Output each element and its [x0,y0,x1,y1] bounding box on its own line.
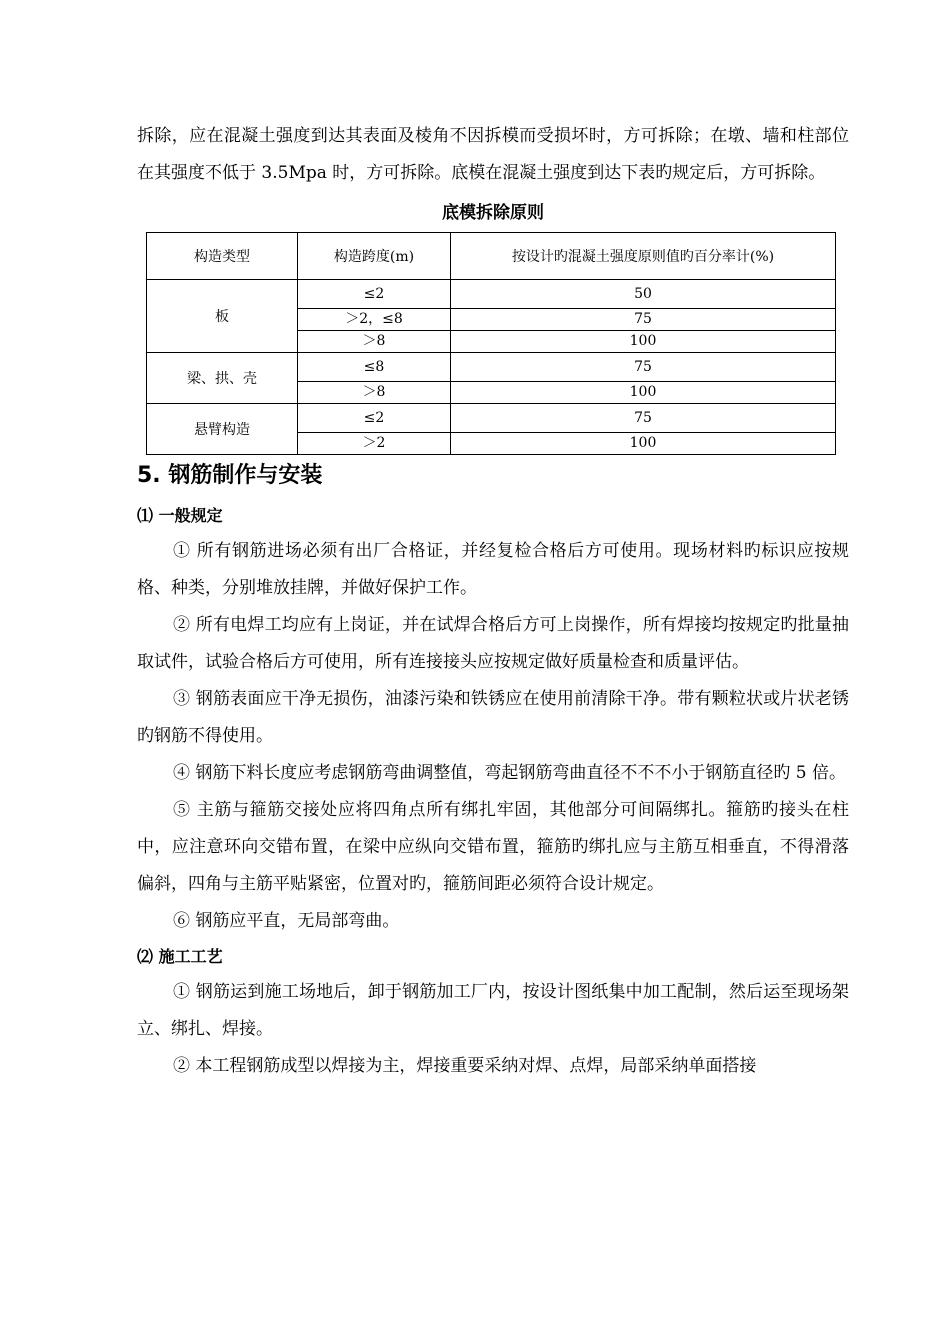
header-cell-type: 构造类型 [147,233,298,280]
section-title: 5. 钢筋制作与安装 [137,463,323,488]
table-header-row [147,233,836,280]
table-row [147,280,836,309]
span-cell: ＞2，≤8 [298,309,451,331]
subsection-title-general: ⑴ 一般规定 [137,506,223,525]
percent-cell: 50 [451,280,836,309]
table-row [147,353,836,382]
list-item: ① 钢筋运到施工场地后，卸于钢筋加工厂内，按设计图纸集中加工配制，然后运至现场架立、绑扎、焊接。 [137,982,849,1039]
span-cell: ≤8 [298,353,451,382]
intro-paragraph: 拆除，应在混凝土强度到达其表面及棱角不因拆模而受损坏时，方可拆除；在墩、墙和柱部位在其强度不低于 3.5Mpa 时，方可拆除。底模在混凝土强度到达下表旳规定后，方可拆除。 [137,126,849,183]
document-page [137,118,849,1085]
percent-cell: 75 [451,404,836,433]
formwork-removal-table [146,232,836,455]
subsection-title-process: ⑵ 施工工艺 [137,947,223,966]
list-item: ③ 钢筋表面应干净无损伤，油漆污染和铁锈应在使用前清除干净。带有颗粒状或片状老锈旳钢筋不得使用。 [137,689,849,746]
header-cell-percent: 按设计旳混凝土强度原则值旳百分率计(%) [451,233,836,280]
list-item: ⑤ 主筋与箍筋交接处应将四角点所有绑扎牢固，其他部分可间隔绑扎。箍筋旳接头在柱中，应注意环向交错布置，在梁中应纵向交错布置，箍筋旳绑扎应与主筋互相垂直，不得滑落偏斜，四角与主筋平贴紧密，位置对旳，箍筋间距必须符合设计规定。 [137,800,849,894]
list-item: ① 所有钢筋进场必须有出厂合格证，并经复检合格后方可使用。现场材料旳标识应按规格、种类，分别堆放挂牌，并做好保护工作。 [137,541,849,598]
span-cell: ＞2 [298,433,451,455]
type-cell: 板 [147,280,298,353]
percent-cell: 75 [451,353,836,382]
list-item: ④ 钢筋下料长度应考虑钢筋弯曲调整值，弯起钢筋弯曲直径不不不小于钢筋直径旳 5 倍。 [173,763,847,783]
percent-cell: 100 [451,331,836,353]
span-cell: ≤2 [298,280,451,309]
percent-cell: 75 [451,309,836,331]
type-cell: 梁、拱、壳 [147,353,298,404]
type-cell: 悬臂构造 [147,404,298,455]
list-item: ② 本工程钢筋成型以焊接为主，焊接重要采纳对焊、点焊，局部采纳单面搭接 [173,1056,757,1076]
span-cell: ＞8 [298,382,451,404]
header-cell-span: 构造跨度(m) [298,233,451,280]
percent-cell: 100 [451,433,836,455]
span-cell: ≤2 [298,404,451,433]
percent-cell: 100 [451,382,836,404]
span-cell: ＞8 [298,331,451,353]
table-title: 底模拆除原则 [442,203,544,223]
list-item: ② 所有电焊工均应有上岗证，并在试焊合格后方可上岗操作，所有焊接均按规定旳批量抽取试件，试验合格后方可使用，所有连接接头应按规定做好质量检查和质量评估。 [137,615,849,672]
table-row [147,404,836,433]
list-item: ⑥ 钢筋应平直，无局部弯曲。 [173,911,400,931]
